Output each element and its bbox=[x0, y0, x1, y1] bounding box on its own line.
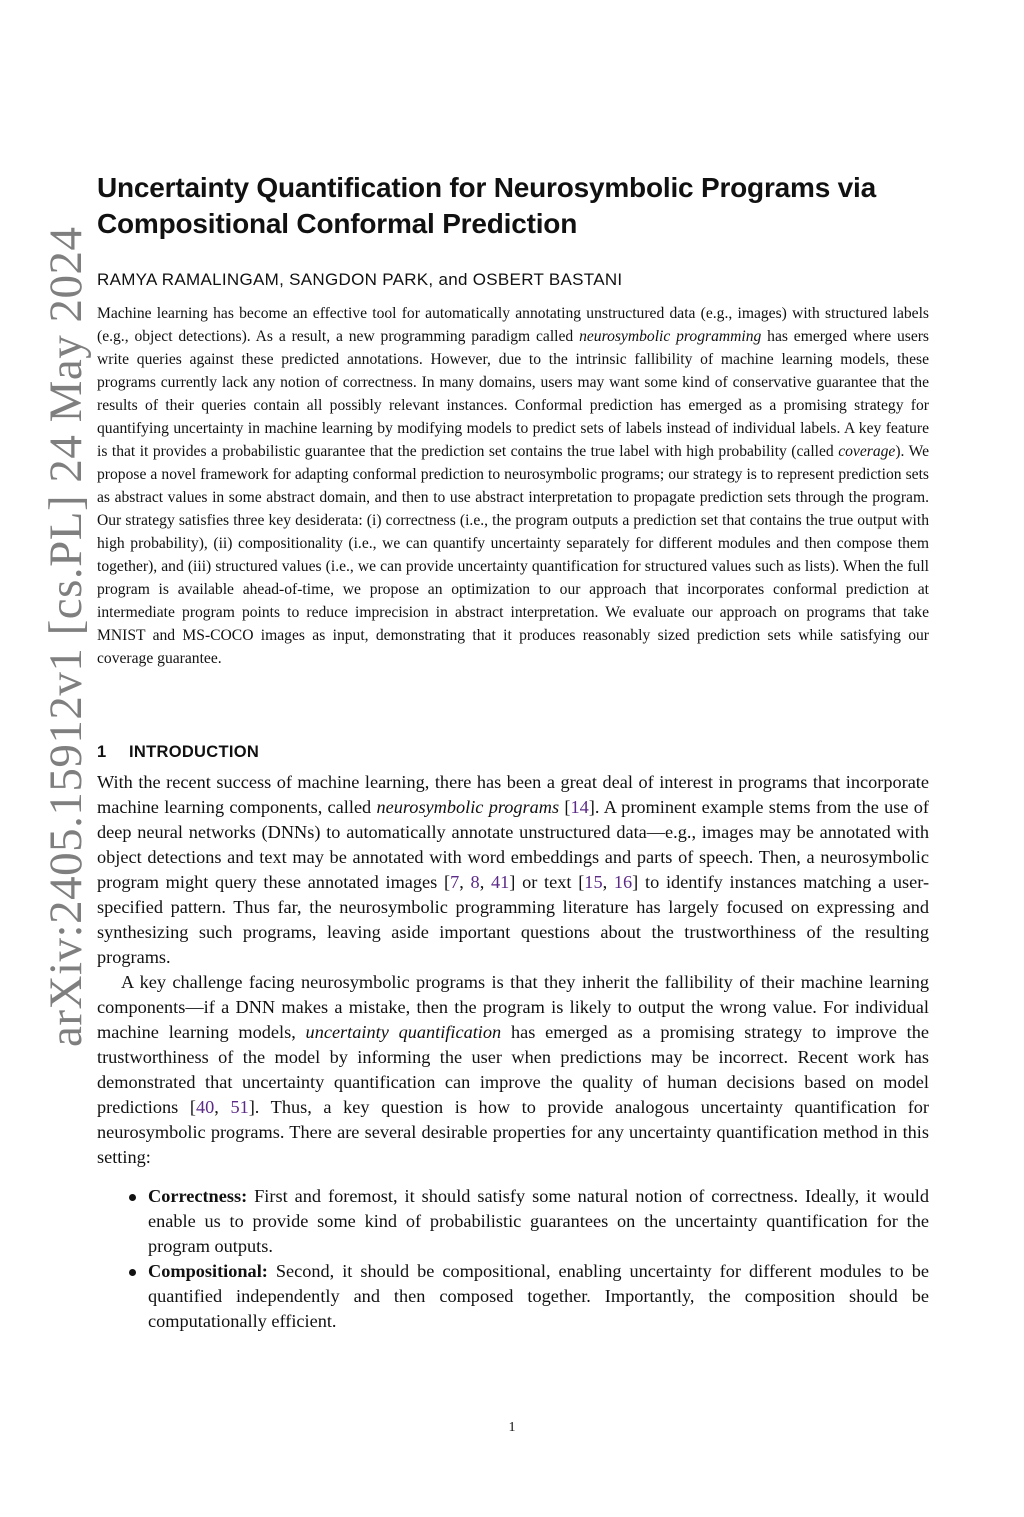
paper-page bbox=[97, 170, 929, 1334]
section-title: INTRODUCTION bbox=[129, 743, 260, 761]
citation-link-8[interactable]: 8 bbox=[470, 872, 480, 892]
arxiv-identifier-stamp: arXiv:2405.15912v1 [cs.PL] 24 May 2024 bbox=[40, 226, 92, 1047]
list-item-compositional bbox=[97, 1259, 929, 1334]
citation-link-14[interactable]: 14 bbox=[570, 797, 589, 817]
citation-separator: , bbox=[459, 872, 471, 892]
bullet-text: First and foremost, it should satisfy some natural notion of correctness. Ideally, it would enable us to provide some kind of probabilistic guarantees on the uncertainty quantification for the program outputs. bbox=[148, 1186, 929, 1256]
citation-link-40[interactable]: 40 bbox=[195, 1097, 215, 1117]
section-number: 1 bbox=[97, 743, 107, 761]
abstract-text-3: ). We propose a novel framework for adapting conformal prediction to neurosymbolic programs; our strategy is to represent prediction sets as abstract values in some abstract domain, and then to use abstract interpretation to propagate prediction sets through the program. Our strategy satisfies three key desiderata: (i) correctness (i.e., the program outputs a prediction set that contains the true output with high probability), (ii) compositionality (i.e., we can quantify uncertainty separately for different modules and then compose them together), and (iii) structured values (i.e., we can provide uncertainty quantification for structured values such as lists). When the full program is available ahead-of-time, we propose an optimization to our approach that incorporates conformal prediction at intermediate program points to reduce imprecision in abstract interpretation. We evaluate our approach on programs that take MNIST and MS-COCO images as input, demonstrating that it produces reasonably sized prediction sets while satisfying our coverage guarantee. bbox=[97, 443, 930, 667]
intro-paragraph-1 bbox=[97, 770, 929, 970]
title-line-2: Compositional Conformal Prediction bbox=[97, 208, 578, 239]
bullet-label: Compositional: bbox=[148, 1261, 268, 1281]
bullet-text: Second, it should be compositional, enabling uncertainty for different modules to be quantified independently and then composed together. Importantly, the composition should be computationally efficient. bbox=[148, 1261, 929, 1331]
title-line-1: Uncertainty Quantification for Neurosymbolic Programs via bbox=[97, 172, 876, 203]
abstract-emphasis-neurosymbolic-programming: neurosymbolic programming bbox=[579, 328, 762, 345]
para2-text-2: has emerged as a promising strategy to improve the trustworthiness of the model by informing the user when predictions may be incorrect. Recent work has demonstrated that uncertainty quantification can improve the quality of human decisions based on model predictions [ bbox=[97, 1022, 929, 1117]
para1-text-5: ] to identify instances matching a user-specified pattern. Thus far, the neurosymbolic programming literature has largely focused on expressing and synthesizing such programs, leaving aside important questions about the trustworthiness of the resulting programs. bbox=[97, 872, 930, 967]
author-list: RAMYA RAMALINGAM, SANGDON PARK, and OSBERT BASTANI bbox=[97, 270, 623, 289]
citation-link-7[interactable]: 7 bbox=[450, 872, 460, 892]
bullet-label: Correctness: bbox=[148, 1186, 248, 1206]
para1-text-2: [ bbox=[559, 797, 571, 817]
citation-link-41[interactable]: 41 bbox=[491, 872, 510, 892]
list-item-correctness bbox=[97, 1184, 929, 1259]
citation-separator: , bbox=[602, 872, 614, 892]
bullet-icon bbox=[129, 1269, 136, 1276]
abstract-text-1: Machine learning has become an effective tool for automatically annotating unstructured data (e.g., images) with structured labels (e.g., object detections). As a result, a new programming paradigm called bbox=[97, 305, 929, 345]
section-heading-introduction bbox=[97, 740, 929, 764]
page-number: 1 bbox=[508, 1420, 516, 1435]
abstract-emphasis-coverage: coverage bbox=[838, 443, 896, 460]
abstract bbox=[97, 302, 929, 670]
citation-link-15[interactable]: 15 bbox=[584, 872, 603, 892]
citation-link-51[interactable]: 51 bbox=[230, 1097, 249, 1117]
para1-text-1: With the recent success of machine learning, there has been a great deal of interest in programs that incorporate machine learning components, called bbox=[97, 772, 929, 817]
para2-text-3: ]. Thus, a key question is how to provide analogous uncertainty quantification for neurosymbolic programs. There are several desirable properties for any uncertainty quantification method in this setting: bbox=[97, 1097, 930, 1167]
paper-title bbox=[97, 170, 929, 242]
intro-paragraph-2 bbox=[97, 970, 929, 1170]
citation-link-16[interactable]: 16 bbox=[613, 872, 633, 892]
bullet-icon bbox=[129, 1194, 136, 1201]
para2-text-1: A key challenge facing neurosymbolic programs is that they inherit the fallibility of their machine learning components—if a DNN makes a mistake, then the program is likely to output the wrong value. For individual machine learning models, bbox=[97, 972, 929, 1042]
abstract-text-2: has emerged where users write queries against these predicted annotations. However, due to the intrinsic fallibility of machine learning models, these programs currently lack any notion of correctness. In many domains, users may want some kind of conservative guarantee that the results of their queries contain all possibly relevant instances. Conformal prediction has emerged as a promising strategy for quantifying uncertainty in machine learning by modifying models to predict sets of labels instead of individual labels. A key feature is that it provides a probabilistic guarantee that the prediction set contains the true label with high probability (called bbox=[97, 328, 930, 460]
para1-emphasis: neurosymbolic programs bbox=[376, 797, 560, 817]
para1-text-4: ] or text [ bbox=[509, 872, 585, 892]
citation-separator: , bbox=[214, 1097, 231, 1117]
para1-text-3: ]. A prominent example stems from the use of deep neural networks (DNNs) to automatically annotate unstructured data—e.g., images may be annotated with object detections and text may be annotated with word embeddings and parts of speech. Then, a neurosymbolic program might query these annotated images [ bbox=[97, 797, 929, 892]
para2-emphasis: uncertainty quantification bbox=[305, 1022, 502, 1042]
citation-separator: , bbox=[479, 872, 491, 892]
desiderata-list bbox=[97, 1184, 929, 1334]
